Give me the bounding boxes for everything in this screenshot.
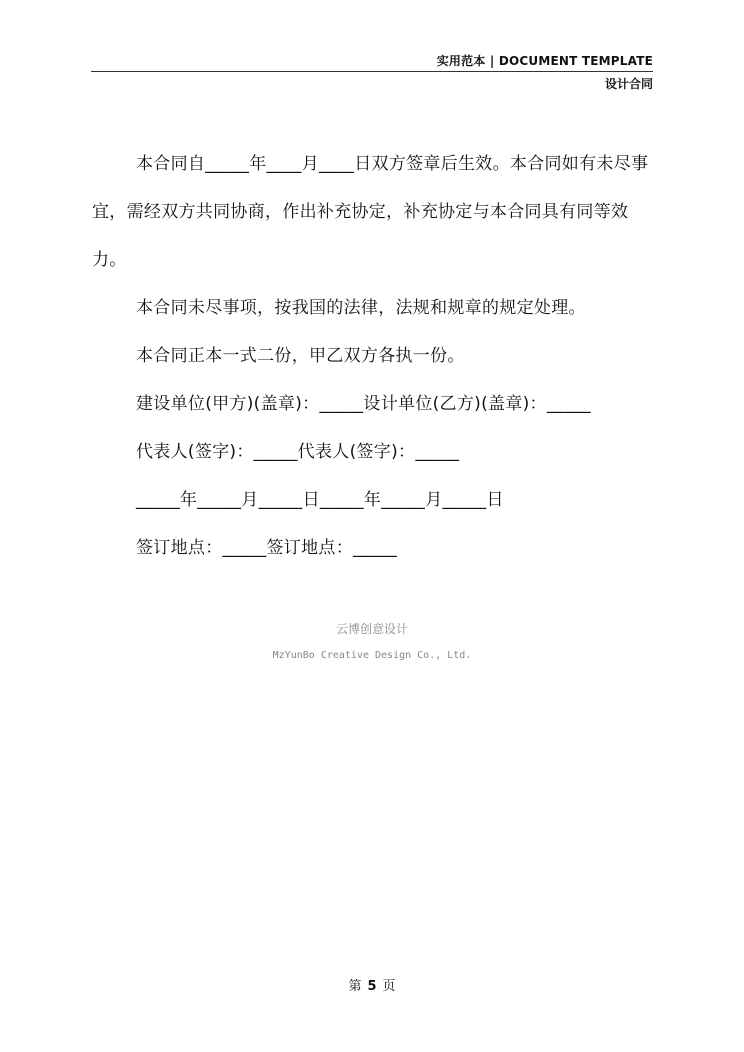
paragraph-effective-date: 本合同自_____年____月____日双方签章后生效。本合同如有未尽事宜，需经双方共同协商，作出补充协定，补充协定与本合同具有同等效力。 — [92, 154, 649, 270]
page-number — [0, 975, 744, 994]
footer-company-cn: 云博创意设计 — [335, 622, 408, 636]
dates-line: _____年_____月_____日_____年_____月_____日 — [136, 490, 504, 510]
header-title: 实用范本 | DOCUMENT TEMPLATE — [436, 54, 653, 68]
page-suffix: 页 — [382, 979, 396, 994]
signing-places-line: 签订地点：_____签订地点：_____ — [136, 538, 397, 558]
page-number-value: 5 — [367, 979, 377, 994]
signature-units-line: 建设单位(甲方)(盖章)：_____设计单位(乙方)(盖章)：_____ — [136, 394, 591, 414]
paragraph-unresolved-matters: 本合同未尽事项，按我国的法律，法规和规章的规定处理。 — [136, 298, 586, 318]
document-body — [92, 140, 658, 572]
representatives-line: 代表人(签字)：_____代表人(签字)：_____ — [136, 442, 460, 462]
header-subtitle: 设计合同 — [604, 77, 653, 91]
page-prefix: 第 — [348, 979, 362, 994]
footer-company-en: MzYunBo Creative Design Co., Ltd. — [272, 650, 472, 661]
paragraph-copies: 本合同正本一式二份，甲乙双方各执一份。 — [136, 346, 465, 366]
header-divider — [91, 71, 653, 72]
